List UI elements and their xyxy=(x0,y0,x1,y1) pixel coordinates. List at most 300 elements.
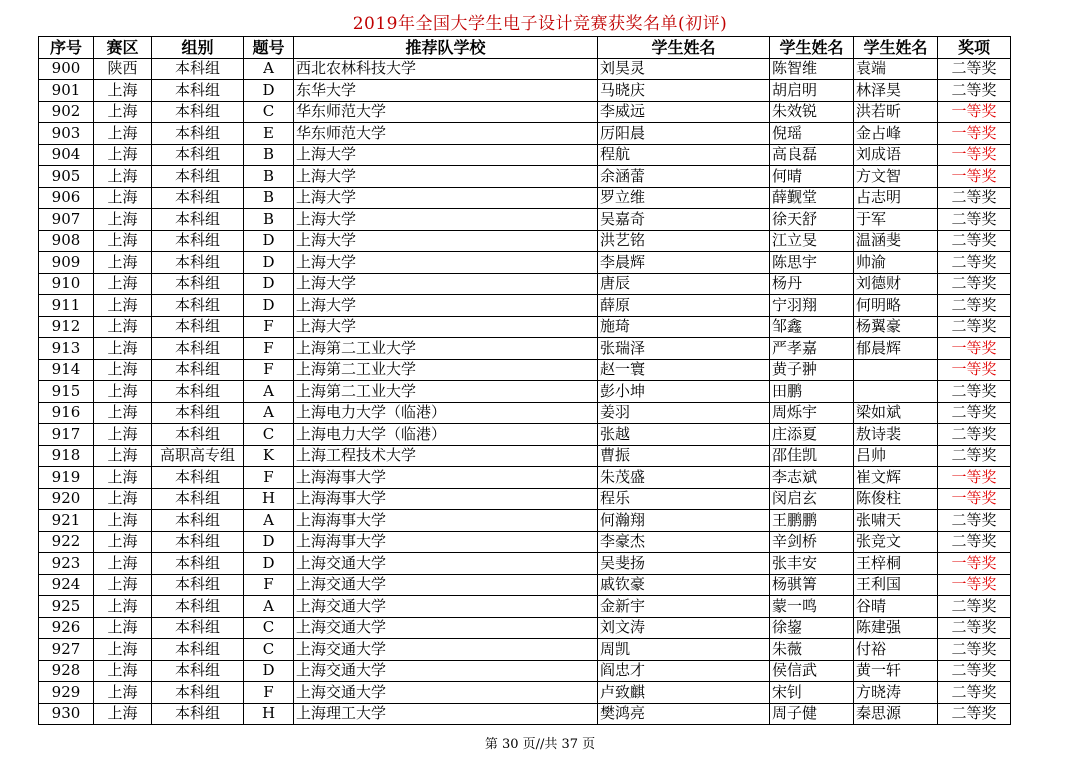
cell-region: 上海 xyxy=(94,381,152,403)
cell-group: 本科组 xyxy=(152,338,244,360)
cell-student-2: 陈思宇 xyxy=(770,252,854,274)
cell-school: 上海电力大学（临港） xyxy=(294,424,598,446)
cell-student-2: 高良磊 xyxy=(770,144,854,166)
cell-award: 二等奖 xyxy=(938,639,1011,661)
cell-school: 上海电力大学（临港） xyxy=(294,402,598,424)
cell-school: 上海海事大学 xyxy=(294,531,598,553)
cell-region: 上海 xyxy=(94,703,152,725)
table-row xyxy=(39,295,1011,317)
cell-group: 本科组 xyxy=(152,596,244,618)
cell-student-1: 张越 xyxy=(598,424,770,446)
header-student-3: 学生姓名 xyxy=(854,37,938,59)
cell-group: 本科组 xyxy=(152,316,244,338)
cell-school: 上海大学 xyxy=(294,252,598,274)
cell-school: 西北农林科技大学 xyxy=(294,58,598,80)
cell-student-1: 薛原 xyxy=(598,295,770,317)
table-row xyxy=(39,660,1011,682)
cell-student-1: 姜羽 xyxy=(598,402,770,424)
cell-problem: C xyxy=(244,424,294,446)
cell-student-2: 宁羽翔 xyxy=(770,295,854,317)
cell-student-2: 何晴 xyxy=(770,166,854,188)
cell-student-2: 李志斌 xyxy=(770,467,854,489)
cell-problem: F xyxy=(244,359,294,381)
cell-student-1: 吴斐扬 xyxy=(598,553,770,575)
cell-number: 923 xyxy=(39,553,94,575)
table-row xyxy=(39,58,1011,80)
cell-problem: C xyxy=(244,101,294,123)
cell-group: 本科组 xyxy=(152,531,244,553)
header-problem: 题号 xyxy=(244,37,294,59)
cell-student-3: 温涵斐 xyxy=(854,230,938,252)
cell-problem: A xyxy=(244,402,294,424)
cell-problem: F xyxy=(244,467,294,489)
cell-group: 本科组 xyxy=(152,703,244,725)
cell-problem: F xyxy=(244,682,294,704)
cell-student-1: 金新宇 xyxy=(598,596,770,618)
cell-student-1: 赵一寰 xyxy=(598,359,770,381)
table-row xyxy=(39,123,1011,145)
cell-region: 上海 xyxy=(94,295,152,317)
cell-student-1: 刘文涛 xyxy=(598,617,770,639)
table-row xyxy=(39,144,1011,166)
cell-student-3: 崔文辉 xyxy=(854,467,938,489)
cell-student-2: 周子健 xyxy=(770,703,854,725)
cell-award: 二等奖 xyxy=(938,510,1011,532)
header-school: 推荐队学校 xyxy=(294,37,598,59)
cell-student-1: 李豪杰 xyxy=(598,531,770,553)
cell-problem: D xyxy=(244,252,294,274)
cell-student-1: 程乐 xyxy=(598,488,770,510)
cell-student-2: 宋钊 xyxy=(770,682,854,704)
table-row xyxy=(39,338,1011,360)
cell-group: 本科组 xyxy=(152,381,244,403)
cell-number: 914 xyxy=(39,359,94,381)
cell-group: 本科组 xyxy=(152,230,244,252)
cell-award: 一等奖 xyxy=(938,467,1011,489)
cell-student-2: 徐鋆 xyxy=(770,617,854,639)
cell-region: 上海 xyxy=(94,574,152,596)
cell-student-1: 马晓庆 xyxy=(598,80,770,102)
cell-problem: B xyxy=(244,166,294,188)
cell-school: 上海大学 xyxy=(294,295,598,317)
cell-student-3: 林泽昊 xyxy=(854,80,938,102)
cell-student-3: 杨翼豪 xyxy=(854,316,938,338)
table-row xyxy=(39,381,1011,403)
cell-student-2: 江立旻 xyxy=(770,230,854,252)
cell-school: 华东师范大学 xyxy=(294,101,598,123)
cell-region: 上海 xyxy=(94,316,152,338)
cell-school: 上海第二工业大学 xyxy=(294,359,598,381)
table-row xyxy=(39,574,1011,596)
cell-region: 上海 xyxy=(94,230,152,252)
cell-number: 915 xyxy=(39,381,94,403)
cell-number: 928 xyxy=(39,660,94,682)
cell-group: 高职高专组 xyxy=(152,445,244,467)
cell-region: 上海 xyxy=(94,166,152,188)
cell-award: 一等奖 xyxy=(938,166,1011,188)
cell-student-3: 占志明 xyxy=(854,187,938,209)
cell-student-1: 樊鸿亮 xyxy=(598,703,770,725)
cell-region: 上海 xyxy=(94,252,152,274)
cell-student-1: 何瀚翔 xyxy=(598,510,770,532)
cell-group: 本科组 xyxy=(152,402,244,424)
cell-school: 上海大学 xyxy=(294,166,598,188)
cell-school: 上海工程技术大学 xyxy=(294,445,598,467)
cell-group: 本科组 xyxy=(152,424,244,446)
cell-award: 二等奖 xyxy=(938,209,1011,231)
cell-number: 910 xyxy=(39,273,94,295)
cell-student-2: 田鹏 xyxy=(770,381,854,403)
cell-region: 上海 xyxy=(94,553,152,575)
cell-region: 上海 xyxy=(94,402,152,424)
award-table-body xyxy=(39,58,1011,725)
cell-number: 925 xyxy=(39,596,94,618)
cell-student-1: 张瑞泽 xyxy=(598,338,770,360)
cell-group: 本科组 xyxy=(152,209,244,231)
cell-student-3 xyxy=(854,359,938,381)
cell-award: 二等奖 xyxy=(938,316,1011,338)
cell-number: 930 xyxy=(39,703,94,725)
cell-student-2: 黄子翀 xyxy=(770,359,854,381)
cell-student-3: 袁端 xyxy=(854,58,938,80)
cell-number: 905 xyxy=(39,166,94,188)
cell-student-1: 朱茂盛 xyxy=(598,467,770,489)
table-row xyxy=(39,553,1011,575)
table-row xyxy=(39,252,1011,274)
cell-student-3: 帅渝 xyxy=(854,252,938,274)
header-award: 奖项 xyxy=(938,37,1011,59)
document-title: 2019年全国大学生电子设计竞赛获奖名单(初评) xyxy=(352,14,728,34)
cell-school: 上海大学 xyxy=(294,316,598,338)
cell-student-3 xyxy=(854,381,938,403)
cell-problem: D xyxy=(244,531,294,553)
cell-award: 一等奖 xyxy=(938,359,1011,381)
cell-number: 906 xyxy=(39,187,94,209)
cell-award: 二等奖 xyxy=(938,596,1011,618)
cell-student-1: 李威远 xyxy=(598,101,770,123)
table-row xyxy=(39,703,1011,725)
table-row xyxy=(39,101,1011,123)
cell-number: 920 xyxy=(39,488,94,510)
cell-group: 本科组 xyxy=(152,166,244,188)
header-student-2: 学生姓名 xyxy=(770,37,854,59)
cell-number: 909 xyxy=(39,252,94,274)
cell-problem: E xyxy=(244,123,294,145)
cell-student-1: 曹振 xyxy=(598,445,770,467)
cell-student-1: 戚钦豪 xyxy=(598,574,770,596)
cell-student-3: 陈俊柱 xyxy=(854,488,938,510)
cell-number: 902 xyxy=(39,101,94,123)
cell-region: 上海 xyxy=(94,445,152,467)
cell-region: 上海 xyxy=(94,273,152,295)
cell-student-3: 方文智 xyxy=(854,166,938,188)
cell-school: 上海第二工业大学 xyxy=(294,381,598,403)
cell-number: 901 xyxy=(39,80,94,102)
cell-school: 上海大学 xyxy=(294,187,598,209)
cell-student-2: 周烁宇 xyxy=(770,402,854,424)
cell-problem: D xyxy=(244,660,294,682)
cell-group: 本科组 xyxy=(152,359,244,381)
cell-student-1: 唐辰 xyxy=(598,273,770,295)
cell-group: 本科组 xyxy=(152,101,244,123)
cell-region: 上海 xyxy=(94,660,152,682)
page-footer: 第 30 页//共 37 页 xyxy=(484,737,596,752)
cell-number: 922 xyxy=(39,531,94,553)
cell-school: 华东师范大学 xyxy=(294,123,598,145)
cell-problem: A xyxy=(244,510,294,532)
cell-school: 上海大学 xyxy=(294,230,598,252)
cell-student-3: 王梓桐 xyxy=(854,553,938,575)
cell-group: 本科组 xyxy=(152,510,244,532)
cell-problem: D xyxy=(244,273,294,295)
cell-problem: F xyxy=(244,338,294,360)
cell-region: 上海 xyxy=(94,488,152,510)
cell-student-2: 庄添夏 xyxy=(770,424,854,446)
cell-student-2: 杨骐箐 xyxy=(770,574,854,596)
cell-award: 二等奖 xyxy=(938,230,1011,252)
cell-student-2: 倪瑶 xyxy=(770,123,854,145)
cell-group: 本科组 xyxy=(152,639,244,661)
cell-student-3: 付裕 xyxy=(854,639,938,661)
cell-school: 上海大学 xyxy=(294,144,598,166)
cell-school: 上海交通大学 xyxy=(294,660,598,682)
cell-award: 二等奖 xyxy=(938,703,1011,725)
cell-student-1: 厉阳晨 xyxy=(598,123,770,145)
cell-student-3: 于军 xyxy=(854,209,938,231)
cell-student-2: 王鹏鹏 xyxy=(770,510,854,532)
cell-student-1: 吴嘉奇 xyxy=(598,209,770,231)
table-row xyxy=(39,488,1011,510)
cell-student-2: 邹鑫 xyxy=(770,316,854,338)
cell-problem: H xyxy=(244,703,294,725)
award-table xyxy=(38,36,1011,725)
cell-student-2: 薛觐堂 xyxy=(770,187,854,209)
cell-problem: A xyxy=(244,596,294,618)
table-row xyxy=(39,187,1011,209)
cell-award: 二等奖 xyxy=(938,252,1011,274)
cell-student-1: 卢致麒 xyxy=(598,682,770,704)
cell-school: 上海第二工业大学 xyxy=(294,338,598,360)
cell-student-2: 侯信武 xyxy=(770,660,854,682)
header-group: 组别 xyxy=(152,37,244,59)
cell-region: 上海 xyxy=(94,101,152,123)
cell-group: 本科组 xyxy=(152,187,244,209)
cell-student-3: 吕帅 xyxy=(854,445,938,467)
table-row xyxy=(39,445,1011,467)
table-row xyxy=(39,596,1011,618)
cell-student-3: 刘成语 xyxy=(854,144,938,166)
cell-problem: B xyxy=(244,144,294,166)
cell-student-1: 刘昊灵 xyxy=(598,58,770,80)
cell-award: 二等奖 xyxy=(938,80,1011,102)
cell-award: 二等奖 xyxy=(938,445,1011,467)
cell-school: 上海交通大学 xyxy=(294,617,598,639)
cell-school: 上海海事大学 xyxy=(294,488,598,510)
cell-student-2: 蒙一鸣 xyxy=(770,596,854,618)
cell-group: 本科组 xyxy=(152,617,244,639)
cell-problem: D xyxy=(244,553,294,575)
cell-award: 二等奖 xyxy=(938,424,1011,446)
cell-school: 上海交通大学 xyxy=(294,596,598,618)
cell-school: 上海海事大学 xyxy=(294,510,598,532)
cell-problem: H xyxy=(244,488,294,510)
cell-award: 一等奖 xyxy=(938,574,1011,596)
cell-region: 上海 xyxy=(94,123,152,145)
cell-group: 本科组 xyxy=(152,553,244,575)
table-row xyxy=(39,80,1011,102)
cell-region: 上海 xyxy=(94,682,152,704)
table-row xyxy=(39,230,1011,252)
cell-award: 二等奖 xyxy=(938,187,1011,209)
cell-award: 二等奖 xyxy=(938,682,1011,704)
cell-problem: F xyxy=(244,316,294,338)
cell-region: 上海 xyxy=(94,187,152,209)
table-row xyxy=(39,402,1011,424)
cell-number: 913 xyxy=(39,338,94,360)
cell-award: 二等奖 xyxy=(938,273,1011,295)
cell-school: 上海交通大学 xyxy=(294,639,598,661)
cell-award: 一等奖 xyxy=(938,553,1011,575)
table-row xyxy=(39,273,1011,295)
table-row xyxy=(39,510,1011,532)
cell-student-1: 周凯 xyxy=(598,639,770,661)
cell-problem: B xyxy=(244,187,294,209)
cell-region: 上海 xyxy=(94,359,152,381)
cell-school: 上海交通大学 xyxy=(294,682,598,704)
cell-group: 本科组 xyxy=(152,682,244,704)
cell-problem: K xyxy=(244,445,294,467)
cell-student-3: 敖诗裴 xyxy=(854,424,938,446)
cell-region: 上海 xyxy=(94,338,152,360)
table-row xyxy=(39,531,1011,553)
cell-group: 本科组 xyxy=(152,273,244,295)
cell-number: 911 xyxy=(39,295,94,317)
cell-problem: D xyxy=(244,230,294,252)
cell-student-1: 罗立维 xyxy=(598,187,770,209)
cell-student-3: 张竞文 xyxy=(854,531,938,553)
cell-student-2: 朱效锐 xyxy=(770,101,854,123)
cell-number: 918 xyxy=(39,445,94,467)
table-row xyxy=(39,359,1011,381)
cell-problem: A xyxy=(244,58,294,80)
cell-number: 912 xyxy=(39,316,94,338)
cell-student-2: 陈智维 xyxy=(770,58,854,80)
cell-region: 上海 xyxy=(94,596,152,618)
cell-number: 916 xyxy=(39,402,94,424)
cell-number: 903 xyxy=(39,123,94,145)
cell-award: 二等奖 xyxy=(938,402,1011,424)
cell-student-1: 彭小坤 xyxy=(598,381,770,403)
cell-student-2: 辛剑桥 xyxy=(770,531,854,553)
cell-student-1: 程航 xyxy=(598,144,770,166)
cell-group: 本科组 xyxy=(152,123,244,145)
cell-student-2: 朱薇 xyxy=(770,639,854,661)
table-row xyxy=(39,166,1011,188)
cell-student-2: 徐天舒 xyxy=(770,209,854,231)
cell-problem: C xyxy=(244,639,294,661)
cell-student-2: 胡启明 xyxy=(770,80,854,102)
cell-student-2: 严孝嘉 xyxy=(770,338,854,360)
cell-award: 二等奖 xyxy=(938,381,1011,403)
cell-number: 927 xyxy=(39,639,94,661)
cell-number: 908 xyxy=(39,230,94,252)
cell-award: 二等奖 xyxy=(938,660,1011,682)
cell-problem: B xyxy=(244,209,294,231)
cell-student-3: 秦思源 xyxy=(854,703,938,725)
header-number: 序号 xyxy=(39,37,94,59)
cell-problem: A xyxy=(244,381,294,403)
cell-student-3: 张啸天 xyxy=(854,510,938,532)
cell-region: 上海 xyxy=(94,639,152,661)
cell-student-3: 金占峰 xyxy=(854,123,938,145)
cell-award: 一等奖 xyxy=(938,338,1011,360)
cell-student-2: 张丰安 xyxy=(770,553,854,575)
cell-student-3: 方晓涛 xyxy=(854,682,938,704)
cell-school: 上海交通大学 xyxy=(294,574,598,596)
cell-group: 本科组 xyxy=(152,660,244,682)
cell-school: 上海大学 xyxy=(294,209,598,231)
cell-award: 二等奖 xyxy=(938,617,1011,639)
cell-group: 本科组 xyxy=(152,295,244,317)
cell-award: 一等奖 xyxy=(938,488,1011,510)
cell-number: 921 xyxy=(39,510,94,532)
cell-number: 929 xyxy=(39,682,94,704)
cell-student-3: 陈建强 xyxy=(854,617,938,639)
cell-number: 919 xyxy=(39,467,94,489)
cell-school: 上海大学 xyxy=(294,273,598,295)
cell-student-1: 洪艺铭 xyxy=(598,230,770,252)
cell-student-1: 李晨辉 xyxy=(598,252,770,274)
table-row xyxy=(39,617,1011,639)
cell-problem: F xyxy=(244,574,294,596)
table-row xyxy=(39,467,1011,489)
cell-school: 上海交通大学 xyxy=(294,553,598,575)
cell-number: 926 xyxy=(39,617,94,639)
cell-group: 本科组 xyxy=(152,144,244,166)
cell-student-1: 施琦 xyxy=(598,316,770,338)
cell-award: 二等奖 xyxy=(938,58,1011,80)
cell-region: 上海 xyxy=(94,424,152,446)
cell-school: 上海理工大学 xyxy=(294,703,598,725)
cell-region: 上海 xyxy=(94,209,152,231)
cell-student-3: 王利国 xyxy=(854,574,938,596)
table-row xyxy=(39,209,1011,231)
cell-award: 一等奖 xyxy=(938,101,1011,123)
cell-student-3: 何明略 xyxy=(854,295,938,317)
cell-student-1: 阎忠才 xyxy=(598,660,770,682)
cell-problem: D xyxy=(244,295,294,317)
cell-group: 本科组 xyxy=(152,252,244,274)
cell-student-3: 梁如斌 xyxy=(854,402,938,424)
cell-number: 904 xyxy=(39,144,94,166)
cell-number: 924 xyxy=(39,574,94,596)
cell-group: 本科组 xyxy=(152,80,244,102)
cell-student-3: 谷晴 xyxy=(854,596,938,618)
cell-region: 上海 xyxy=(94,510,152,532)
cell-region: 上海 xyxy=(94,144,152,166)
table-row xyxy=(39,682,1011,704)
table-row xyxy=(39,316,1011,338)
header-region: 赛区 xyxy=(94,37,152,59)
cell-problem: D xyxy=(244,80,294,102)
cell-region: 陕西 xyxy=(94,58,152,80)
cell-school: 上海海事大学 xyxy=(294,467,598,489)
cell-problem: C xyxy=(244,617,294,639)
cell-group: 本科组 xyxy=(152,467,244,489)
cell-region: 上海 xyxy=(94,467,152,489)
cell-award: 二等奖 xyxy=(938,531,1011,553)
cell-number: 907 xyxy=(39,209,94,231)
